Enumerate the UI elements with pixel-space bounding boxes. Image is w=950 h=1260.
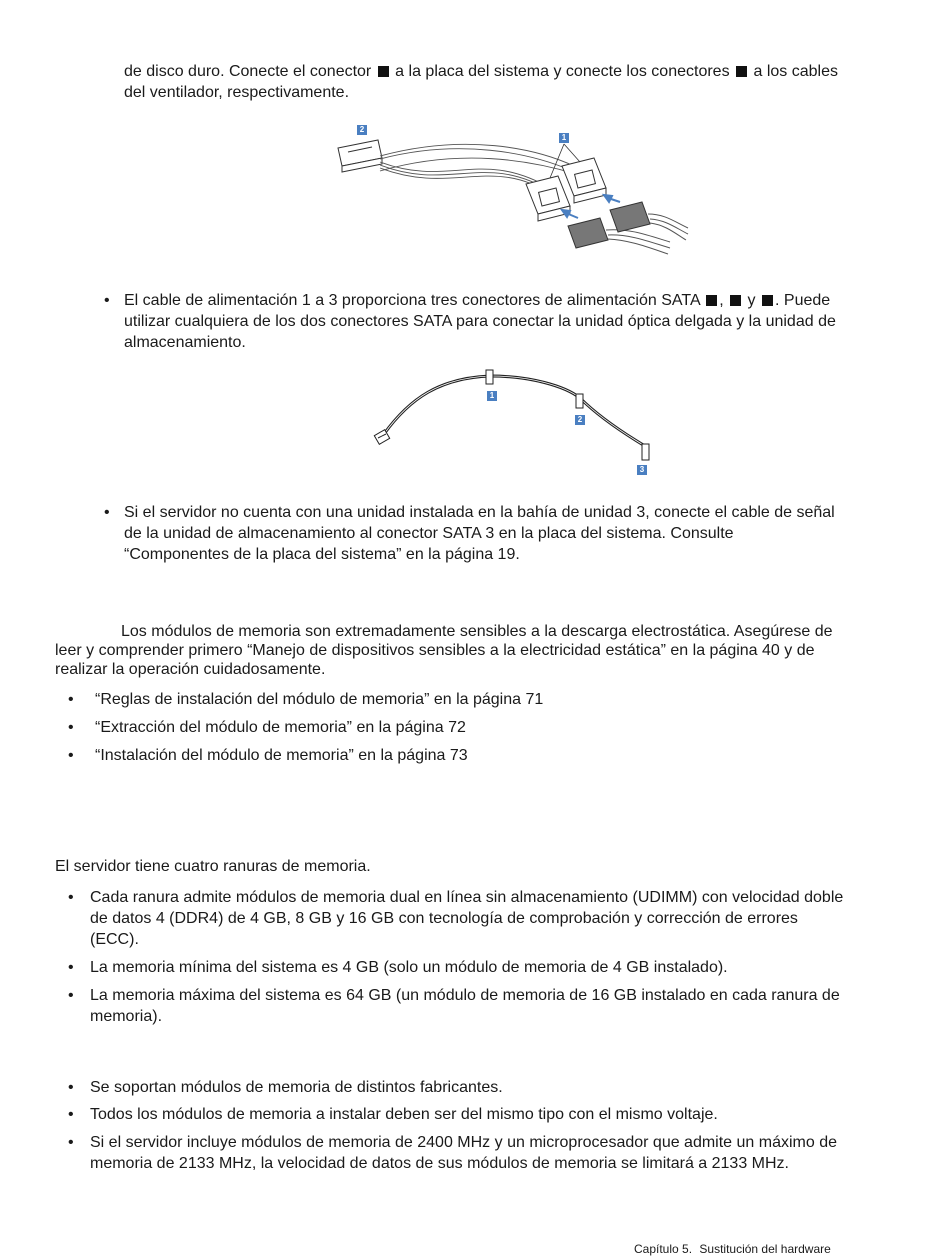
text-line: La memoria mínima del sistema es 4 GB (solo un módulo de memoria de 4 GB instalado). bbox=[90, 959, 728, 976]
text-sep: y bbox=[747, 292, 756, 309]
fan-connector-b bbox=[562, 158, 606, 203]
text-line: “Componentes de la placa del sistema” en la página 19. bbox=[124, 546, 520, 563]
bullet-dot: • bbox=[68, 719, 74, 736]
text-line: La memoria máxima del sistema es 64 GB (un módulo de memoria de 16 GB instalado en cada ranura de bbox=[90, 987, 840, 1004]
bullet-dot: • bbox=[68, 1106, 74, 1123]
system-board-connector bbox=[338, 140, 382, 172]
paragraph-fan-cable bbox=[124, 61, 904, 103]
text-line: del ventilador, respectivamente. bbox=[124, 84, 350, 101]
text-line: utilizar cualquiera de los dos conectores SATA para conectar la unidad óptica delgada y la unidad de bbox=[124, 313, 836, 330]
attention-paragraph bbox=[55, 622, 905, 679]
sata-connector-3 bbox=[642, 444, 649, 460]
callout-1-label: 1 bbox=[559, 133, 569, 143]
bullet-dot: • bbox=[68, 1134, 74, 1151]
page-footer bbox=[634, 1242, 831, 1256]
bullet-dot: • bbox=[68, 889, 74, 906]
text-line: memoria de 2133 MHz, la velocidad de datos de sus módulos de memoria se limitará a 2133 MHz. bbox=[90, 1155, 789, 1172]
text-line: memoria). bbox=[90, 1008, 163, 1025]
callout-2-label: 2 bbox=[357, 125, 367, 135]
callout-1-label: 1 bbox=[487, 391, 497, 401]
bullet-dot: • bbox=[68, 1079, 74, 1096]
text-line: leer y comprender primero “Manejo de dispositivos sensibles a la electricidad estática” en la página 40 y de bbox=[55, 642, 815, 659]
text-line: de disco duro. Conecte el conector bbox=[124, 63, 372, 80]
callout-square-icon bbox=[762, 295, 773, 306]
fan-cable-illustration bbox=[330, 118, 700, 273]
callout-square-icon bbox=[378, 66, 389, 77]
power-cable-illustration bbox=[370, 368, 660, 480]
callout-square-icon bbox=[706, 295, 717, 306]
text-line: Los módulos de memoria son extremadamente sensibles a la descarga electrostática. Asegúrese de bbox=[121, 623, 833, 640]
text-line: (ECC). bbox=[90, 931, 139, 948]
text-line: almacenamiento. bbox=[124, 334, 246, 351]
link-install-rules[interactable]: “Reglas de instalación del módulo de memoria” en la página 71 bbox=[95, 691, 544, 708]
text-line: El cable de alimentación 1 a 3 proporciona tres conectores de alimentación SATA bbox=[124, 292, 700, 309]
text-line: Si el servidor incluye módulos de memoria de 2400 MHz y un microprocesador que admite un máximo de bbox=[90, 1134, 838, 1151]
text-line: a la placa del sistema y conecte los conectores bbox=[395, 63, 730, 80]
callout-square-icon bbox=[730, 295, 741, 306]
sata-connector-2 bbox=[576, 394, 583, 408]
footer-chapter: Capítulo 5. bbox=[634, 1242, 693, 1256]
text-line: de la unidad de almacenamiento al conector SATA 3 en la placa del sistema. Consulte bbox=[124, 525, 734, 542]
text-sep: , bbox=[719, 292, 724, 309]
callout-square-icon bbox=[736, 66, 747, 77]
text-line: a los cables bbox=[753, 63, 838, 80]
callout-3-label: 3 bbox=[637, 465, 647, 475]
text-line: realizar la operación cuidadosamente. bbox=[55, 661, 326, 678]
text-line: Si el servidor no cuenta con una unidad instalada en la bahía de unidad 3, conecte el cable de señal bbox=[124, 504, 835, 521]
bullet-dot: • bbox=[68, 987, 74, 1004]
bullet-dot: • bbox=[104, 292, 110, 309]
slots-paragraph: El servidor tiene cuatro ranuras de memoria. bbox=[55, 858, 371, 875]
bullet-dot: • bbox=[68, 691, 74, 708]
text-line: de datos 4 (DDR4) de 4 GB, 8 GB y 16 GB con tecnología de comprobación y corrección de errores bbox=[90, 910, 798, 927]
sata-connector-1 bbox=[486, 370, 493, 384]
fan-plug-b bbox=[610, 202, 688, 240]
link-install-memory[interactable]: “Instalación del módulo de memoria” en la página 73 bbox=[95, 747, 468, 764]
bullet-dot: • bbox=[68, 747, 74, 764]
text-line: . Puede bbox=[775, 292, 831, 309]
text-line: Cada ranura admite módulos de memoria dual en línea sin almacenamiento (UDIMM) con velocidad doble bbox=[90, 889, 844, 906]
bullet-dot: • bbox=[68, 959, 74, 976]
bullet-dot: • bbox=[104, 504, 110, 521]
text-line: Se soportan módulos de memoria de distintos fabricantes. bbox=[90, 1079, 503, 1096]
callout-2-label: 2 bbox=[575, 415, 585, 425]
fan-connector-a bbox=[526, 176, 570, 221]
text-line: Todos los módulos de memoria a instalar deben ser del mismo tipo con el mismo voltaje. bbox=[90, 1106, 718, 1123]
link-remove-memory[interactable]: “Extracción del módulo de memoria” en la página 72 bbox=[95, 719, 466, 736]
footer-title: Sustitución del hardware bbox=[699, 1242, 831, 1256]
